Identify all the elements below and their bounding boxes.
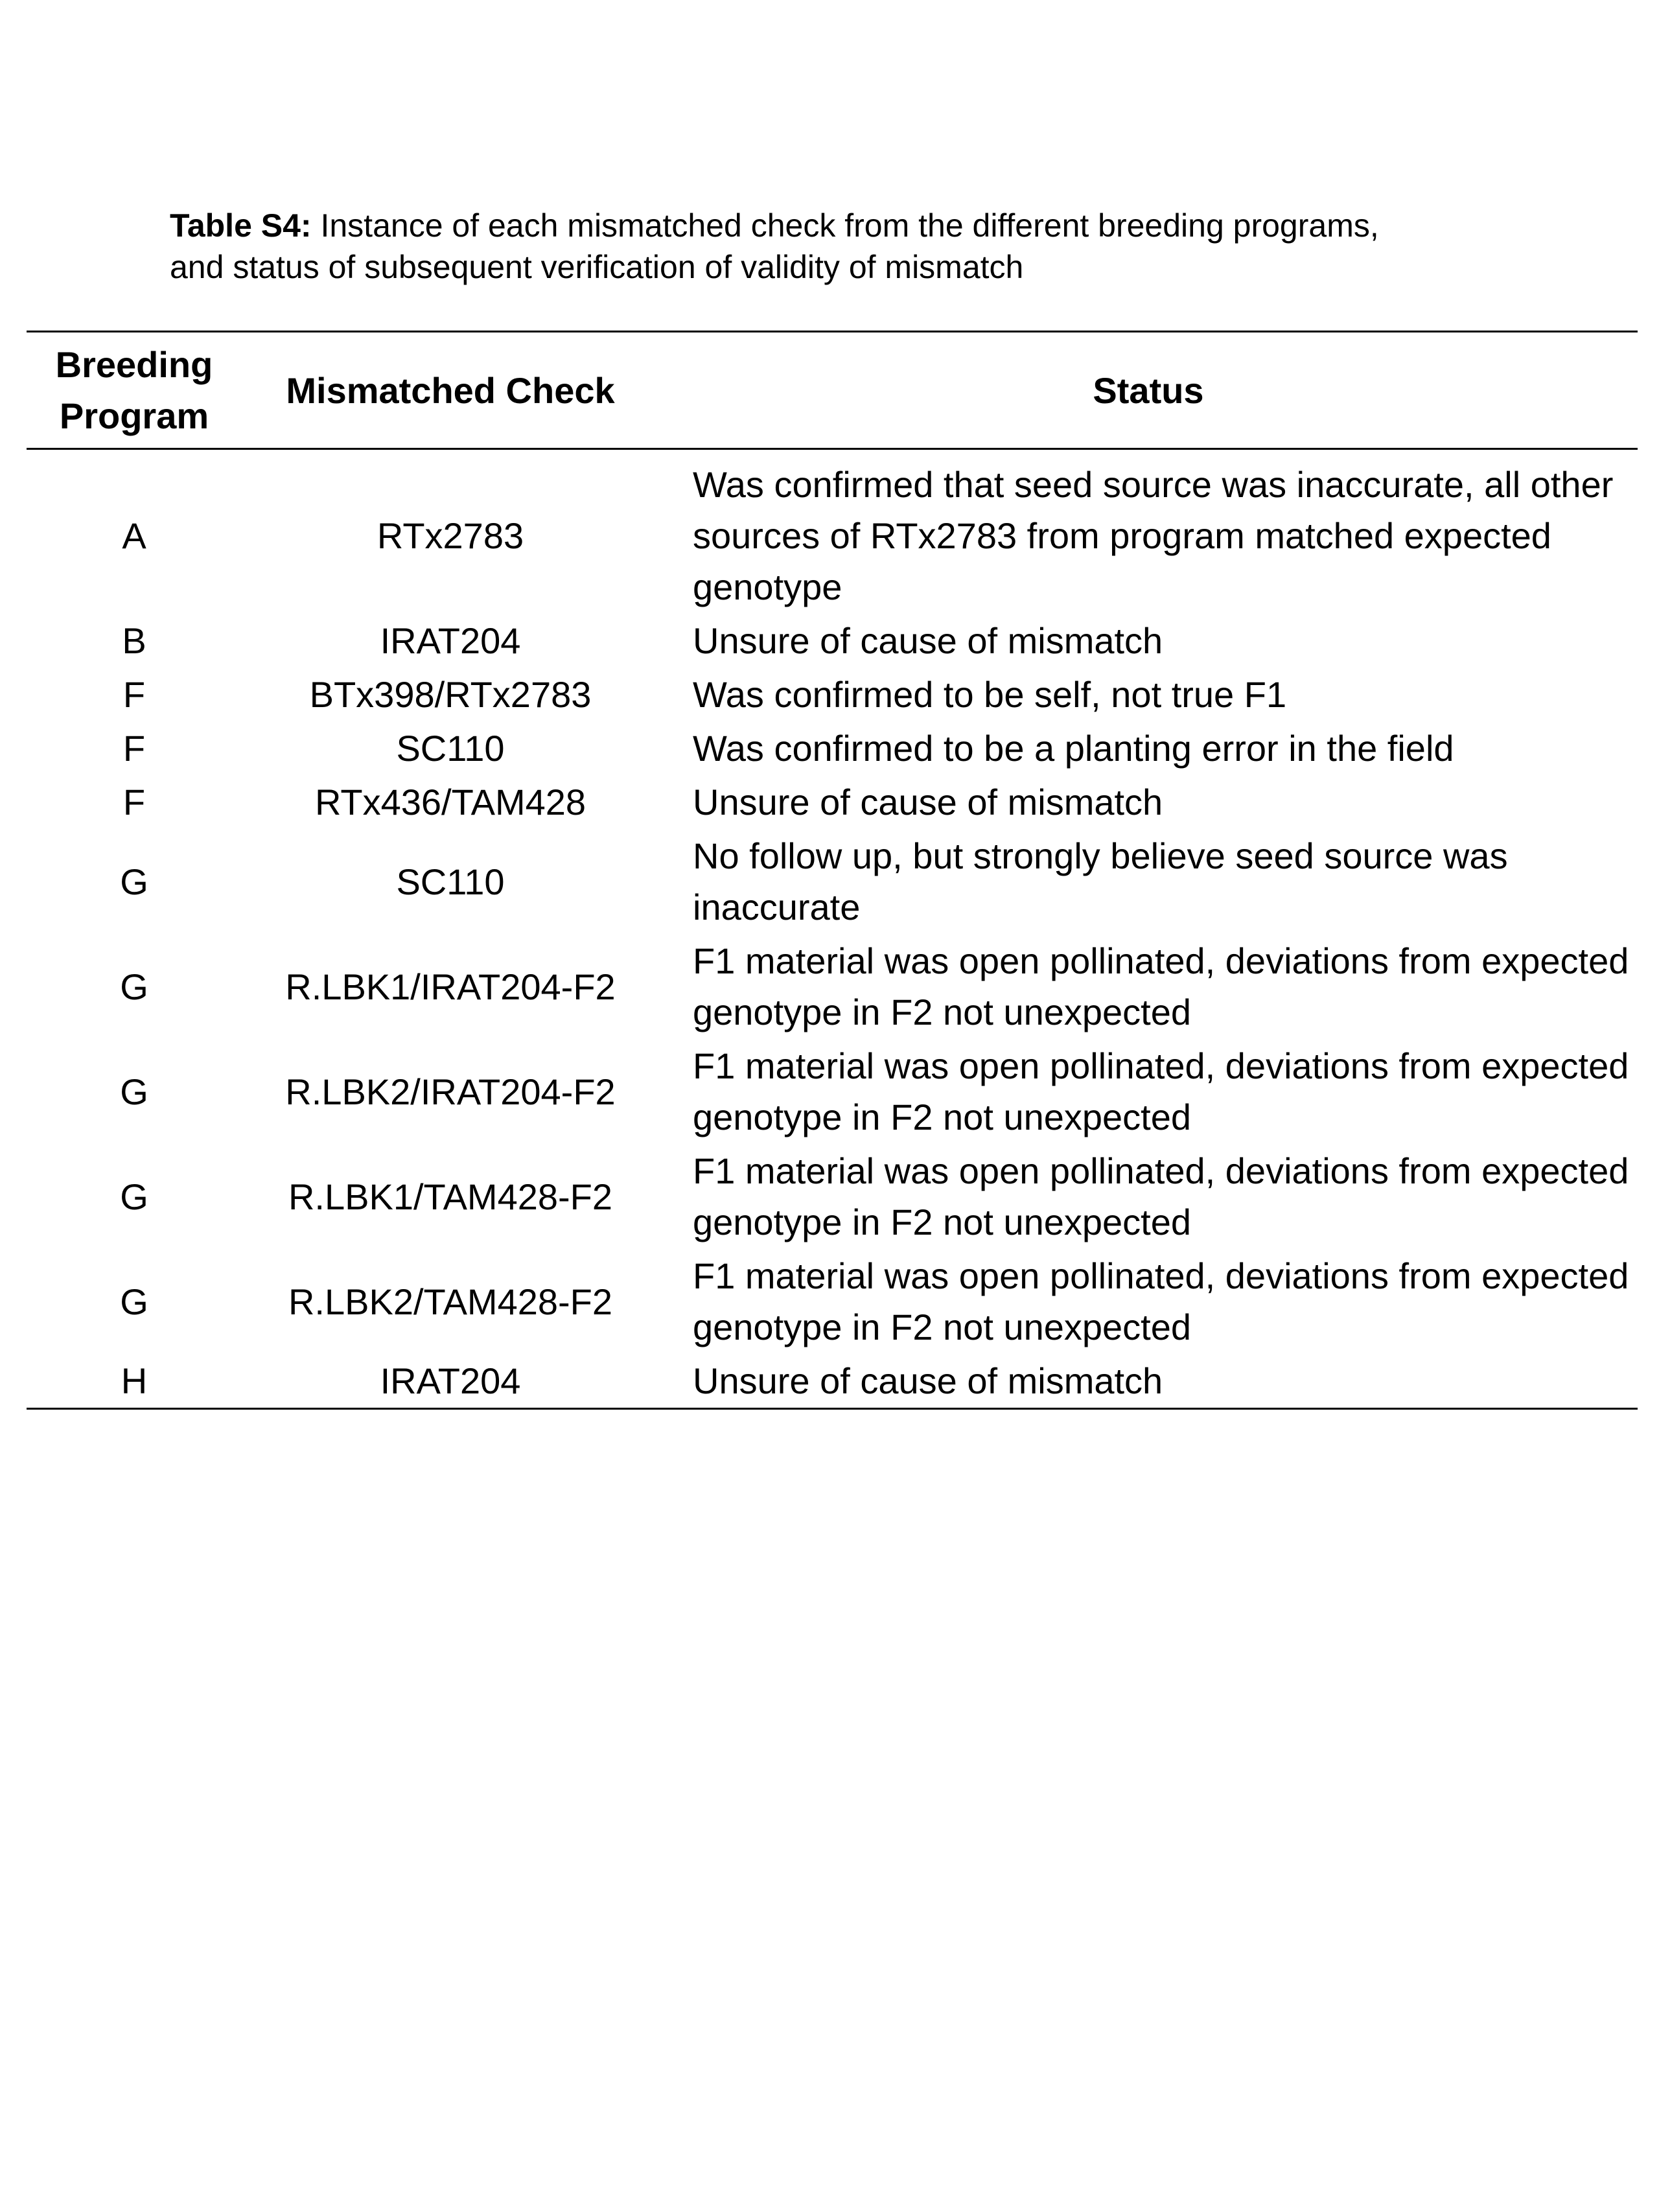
cell-status: Unsure of cause of mismatch bbox=[693, 782, 1163, 822]
table-body bbox=[27, 449, 1638, 1409]
cell-mismatched-check: RTx436/TAM428 bbox=[314, 782, 586, 822]
table-row bbox=[27, 449, 1638, 614]
table-row bbox=[27, 668, 1638, 721]
cell-breeding-program: G bbox=[120, 966, 148, 1007]
cell-status: Unsure of cause of mismatch bbox=[693, 620, 1163, 661]
mismatch-table-container bbox=[27, 331, 1638, 1410]
cell-breeding-program: G bbox=[120, 1281, 148, 1322]
table-row bbox=[27, 1039, 1638, 1144]
table-row bbox=[27, 829, 1638, 934]
cell-status: F1 material was open pollinated, deviations from expected genotype in F2 not unexpected bbox=[693, 1045, 1629, 1137]
cell-mismatched-check: IRAT204 bbox=[380, 1360, 521, 1401]
cell-breeding-program: A bbox=[122, 515, 146, 556]
table-row bbox=[27, 1354, 1638, 1409]
cell-mismatched-check: RTx2783 bbox=[377, 515, 524, 556]
caption-label: Table S4: bbox=[170, 207, 312, 244]
table-row bbox=[27, 721, 1638, 775]
cell-breeding-program: F bbox=[122, 782, 146, 822]
header-status: Status bbox=[1093, 369, 1204, 411]
header-program-line2: Program bbox=[59, 395, 209, 436]
table-row bbox=[27, 934, 1638, 1039]
cell-status: Was confirmed to be self, not true F1 bbox=[693, 674, 1287, 715]
cell-mismatched-check: BTx398/RTx2783 bbox=[309, 674, 592, 715]
table-row bbox=[27, 1249, 1638, 1354]
table-header bbox=[27, 332, 1638, 449]
header-row bbox=[27, 332, 1638, 449]
cell-breeding-program: G bbox=[120, 861, 148, 902]
cell-status: Was confirmed that seed source was inaccurate, all other sources of RTx2783 from program matched expected genotype bbox=[693, 464, 1614, 607]
header-program-line1: Breeding bbox=[55, 344, 213, 385]
cell-mismatched-check: R.LBK2/IRAT204-F2 bbox=[285, 1071, 616, 1112]
cell-status: F1 material was open pollinated, deviations from expected genotype in F2 not unexpected bbox=[693, 1150, 1629, 1242]
cell-mismatched-check: R.LBK1/IRAT204-F2 bbox=[285, 966, 616, 1007]
header-breeding-program bbox=[27, 332, 242, 449]
caption-text-line1: Instance of each mismatched check from the different breeding programs, bbox=[311, 207, 1379, 244]
cell-breeding-program: H bbox=[121, 1360, 148, 1401]
cell-status: No follow up, but strongly believe seed source was inaccurate bbox=[693, 835, 1508, 927]
cell-breeding-program: B bbox=[122, 620, 146, 661]
cell-status: F1 material was open pollinated, deviations from expected genotype in F2 not unexpected bbox=[693, 1255, 1629, 1347]
mismatch-table bbox=[27, 331, 1638, 1410]
table-row bbox=[27, 775, 1638, 829]
cell-status: F1 material was open pollinated, deviations from expected genotype in F2 not unexpected bbox=[693, 940, 1629, 1032]
cell-mismatched-check: R.LBK2/TAM428-F2 bbox=[288, 1281, 613, 1322]
cell-breeding-program: G bbox=[120, 1176, 148, 1217]
cell-mismatched-check: R.LBK1/TAM428-F2 bbox=[288, 1176, 613, 1217]
cell-status: Unsure of cause of mismatch bbox=[693, 1360, 1163, 1401]
table-caption bbox=[170, 205, 1466, 288]
table-row bbox=[27, 614, 1638, 668]
cell-breeding-program: F bbox=[122, 728, 146, 769]
cell-breeding-program: G bbox=[120, 1071, 148, 1112]
table-row bbox=[27, 1144, 1638, 1249]
header-mismatched-check: Mismatched Check bbox=[286, 369, 615, 411]
cell-mismatched-check: IRAT204 bbox=[380, 620, 521, 661]
caption-text-line2: and status of subsequent verification of validity of mismatch bbox=[170, 249, 1024, 285]
cell-mismatched-check: SC110 bbox=[396, 861, 505, 902]
cell-breeding-program: F bbox=[122, 674, 146, 715]
cell-mismatched-check: SC110 bbox=[396, 728, 505, 769]
cell-status: Was confirmed to be a planting error in the field bbox=[693, 728, 1454, 769]
